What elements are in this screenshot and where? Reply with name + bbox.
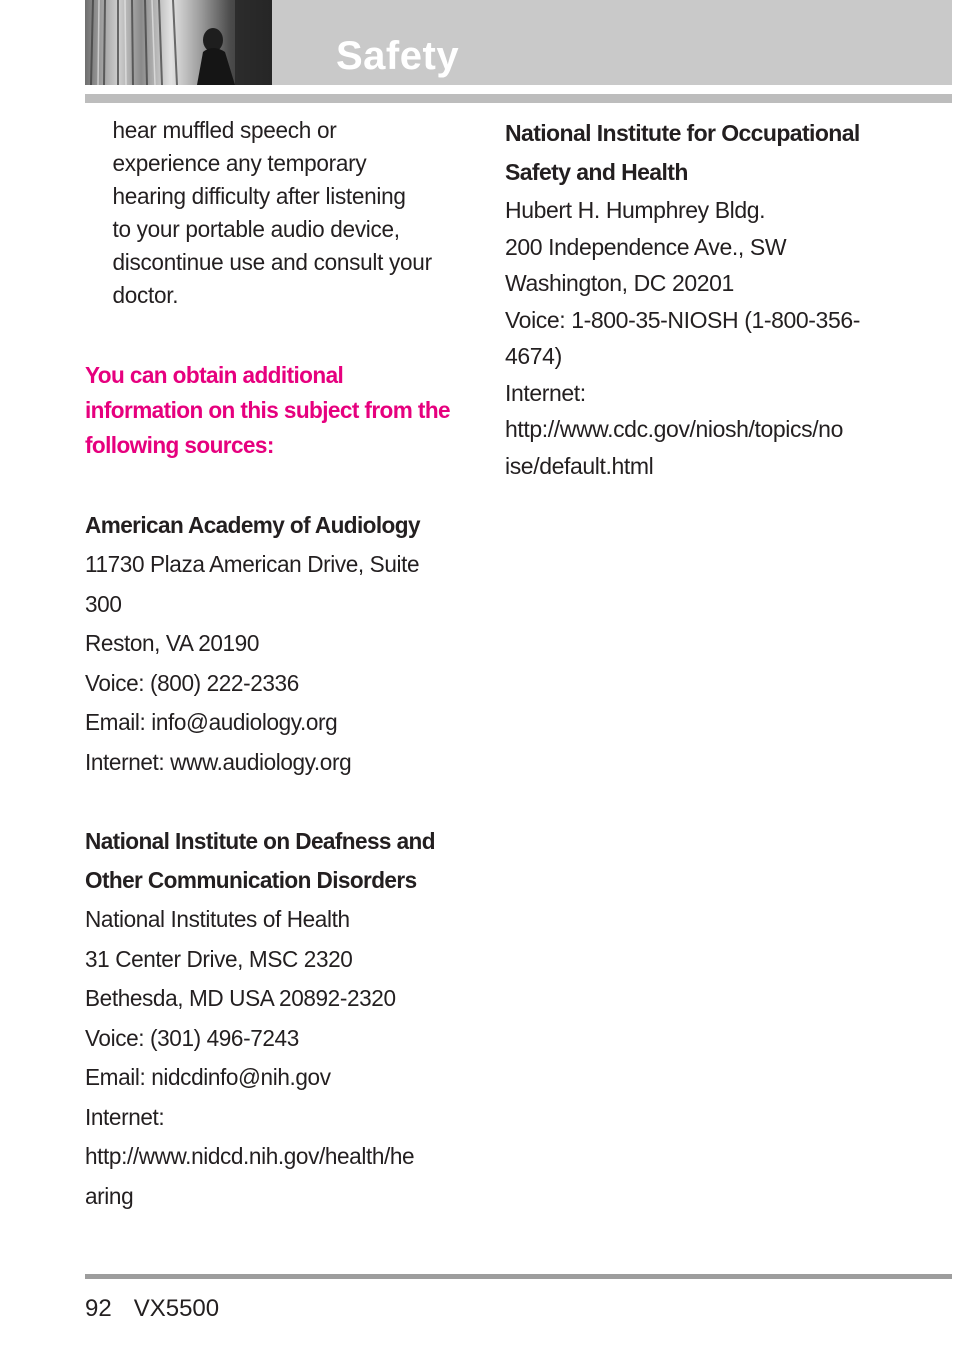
model-name: VX5500 xyxy=(133,1295,220,1322)
source-internet-url: http://www.nidcd.nih.gov/health/he xyxy=(85,1143,415,1169)
source-american-academy-of-audiology xyxy=(85,506,478,782)
source-email: Email: info@audiology.org xyxy=(85,709,338,735)
sources-heading-line: information on this subject from the xyxy=(85,397,451,423)
source-voice: Voice: (800) 222-2336 xyxy=(85,669,299,696)
source-nidcd xyxy=(85,822,478,1216)
source-address-line: 300 xyxy=(85,590,122,617)
intro-line: hearing difficulty after listening xyxy=(112,183,406,209)
source-address-line: Washington, DC 20201 xyxy=(505,270,734,296)
intro-line: experience any temporary xyxy=(112,150,367,176)
source-email: Email: nidcdinfo@nih.gov xyxy=(85,1064,331,1090)
source-title: Other Communication Disorders xyxy=(85,867,417,893)
intro-line: to your portable audio device, xyxy=(112,216,400,242)
source-title: National Institute for Occupational xyxy=(505,120,860,146)
source-address-line: Hubert H. Humphrey Bldg. xyxy=(505,197,766,223)
source-internet: Internet: www.audiology.org xyxy=(85,748,352,775)
source-title: National Institute on Deafness and xyxy=(85,828,435,854)
source-title: American Academy of Audiology xyxy=(85,512,420,538)
intro-line: hear muffled speech or xyxy=(112,117,337,143)
page-footer xyxy=(85,1292,241,1326)
source-internet-label: Internet: xyxy=(505,379,586,406)
source-address-line: National Institutes of Health xyxy=(85,906,350,932)
source-address-line: Bethesda, MD USA 20892-2320 xyxy=(85,985,396,1011)
sources-heading xyxy=(85,358,478,463)
intro-line: doctor. xyxy=(112,282,179,308)
sources-heading-line: You can obtain additional xyxy=(85,362,344,388)
source-internet-url: http://www.cdc.gov/niosh/topics/no xyxy=(505,416,843,442)
left-column xyxy=(85,114,478,1216)
source-niosh xyxy=(505,114,905,484)
source-address-line: 11730 Plaza American Drive, Suite xyxy=(85,551,420,577)
source-title: Safety and Health xyxy=(505,159,688,185)
sources-heading-line: following sources: xyxy=(85,432,274,458)
page-title: Safety xyxy=(336,34,460,78)
source-internet-url: ise/default.html xyxy=(505,452,654,479)
header-photo xyxy=(85,0,272,85)
source-internet-label: Internet: xyxy=(85,1103,165,1130)
source-voice: Voice: 1-800-35-NIOSH (1-800-356- xyxy=(505,306,860,333)
source-voice: 4674) xyxy=(505,343,562,369)
header-divider xyxy=(85,94,952,103)
footer-divider xyxy=(85,1274,952,1279)
right-column xyxy=(505,114,905,484)
page-number: 92 xyxy=(85,1295,112,1322)
intro-line: discontinue use and consult your xyxy=(112,249,432,275)
source-address-line: 200 Independence Ave., SW xyxy=(505,233,787,260)
source-address-line: 31 Center Drive, MSC 2320 xyxy=(85,945,353,972)
intro-paragraph xyxy=(112,114,477,312)
source-voice: Voice: (301) 496-7243 xyxy=(85,1024,299,1051)
header-photo-graphic xyxy=(85,0,272,85)
source-internet-url: aring xyxy=(85,1182,134,1209)
source-address-line: Reston, VA 20190 xyxy=(85,630,259,656)
